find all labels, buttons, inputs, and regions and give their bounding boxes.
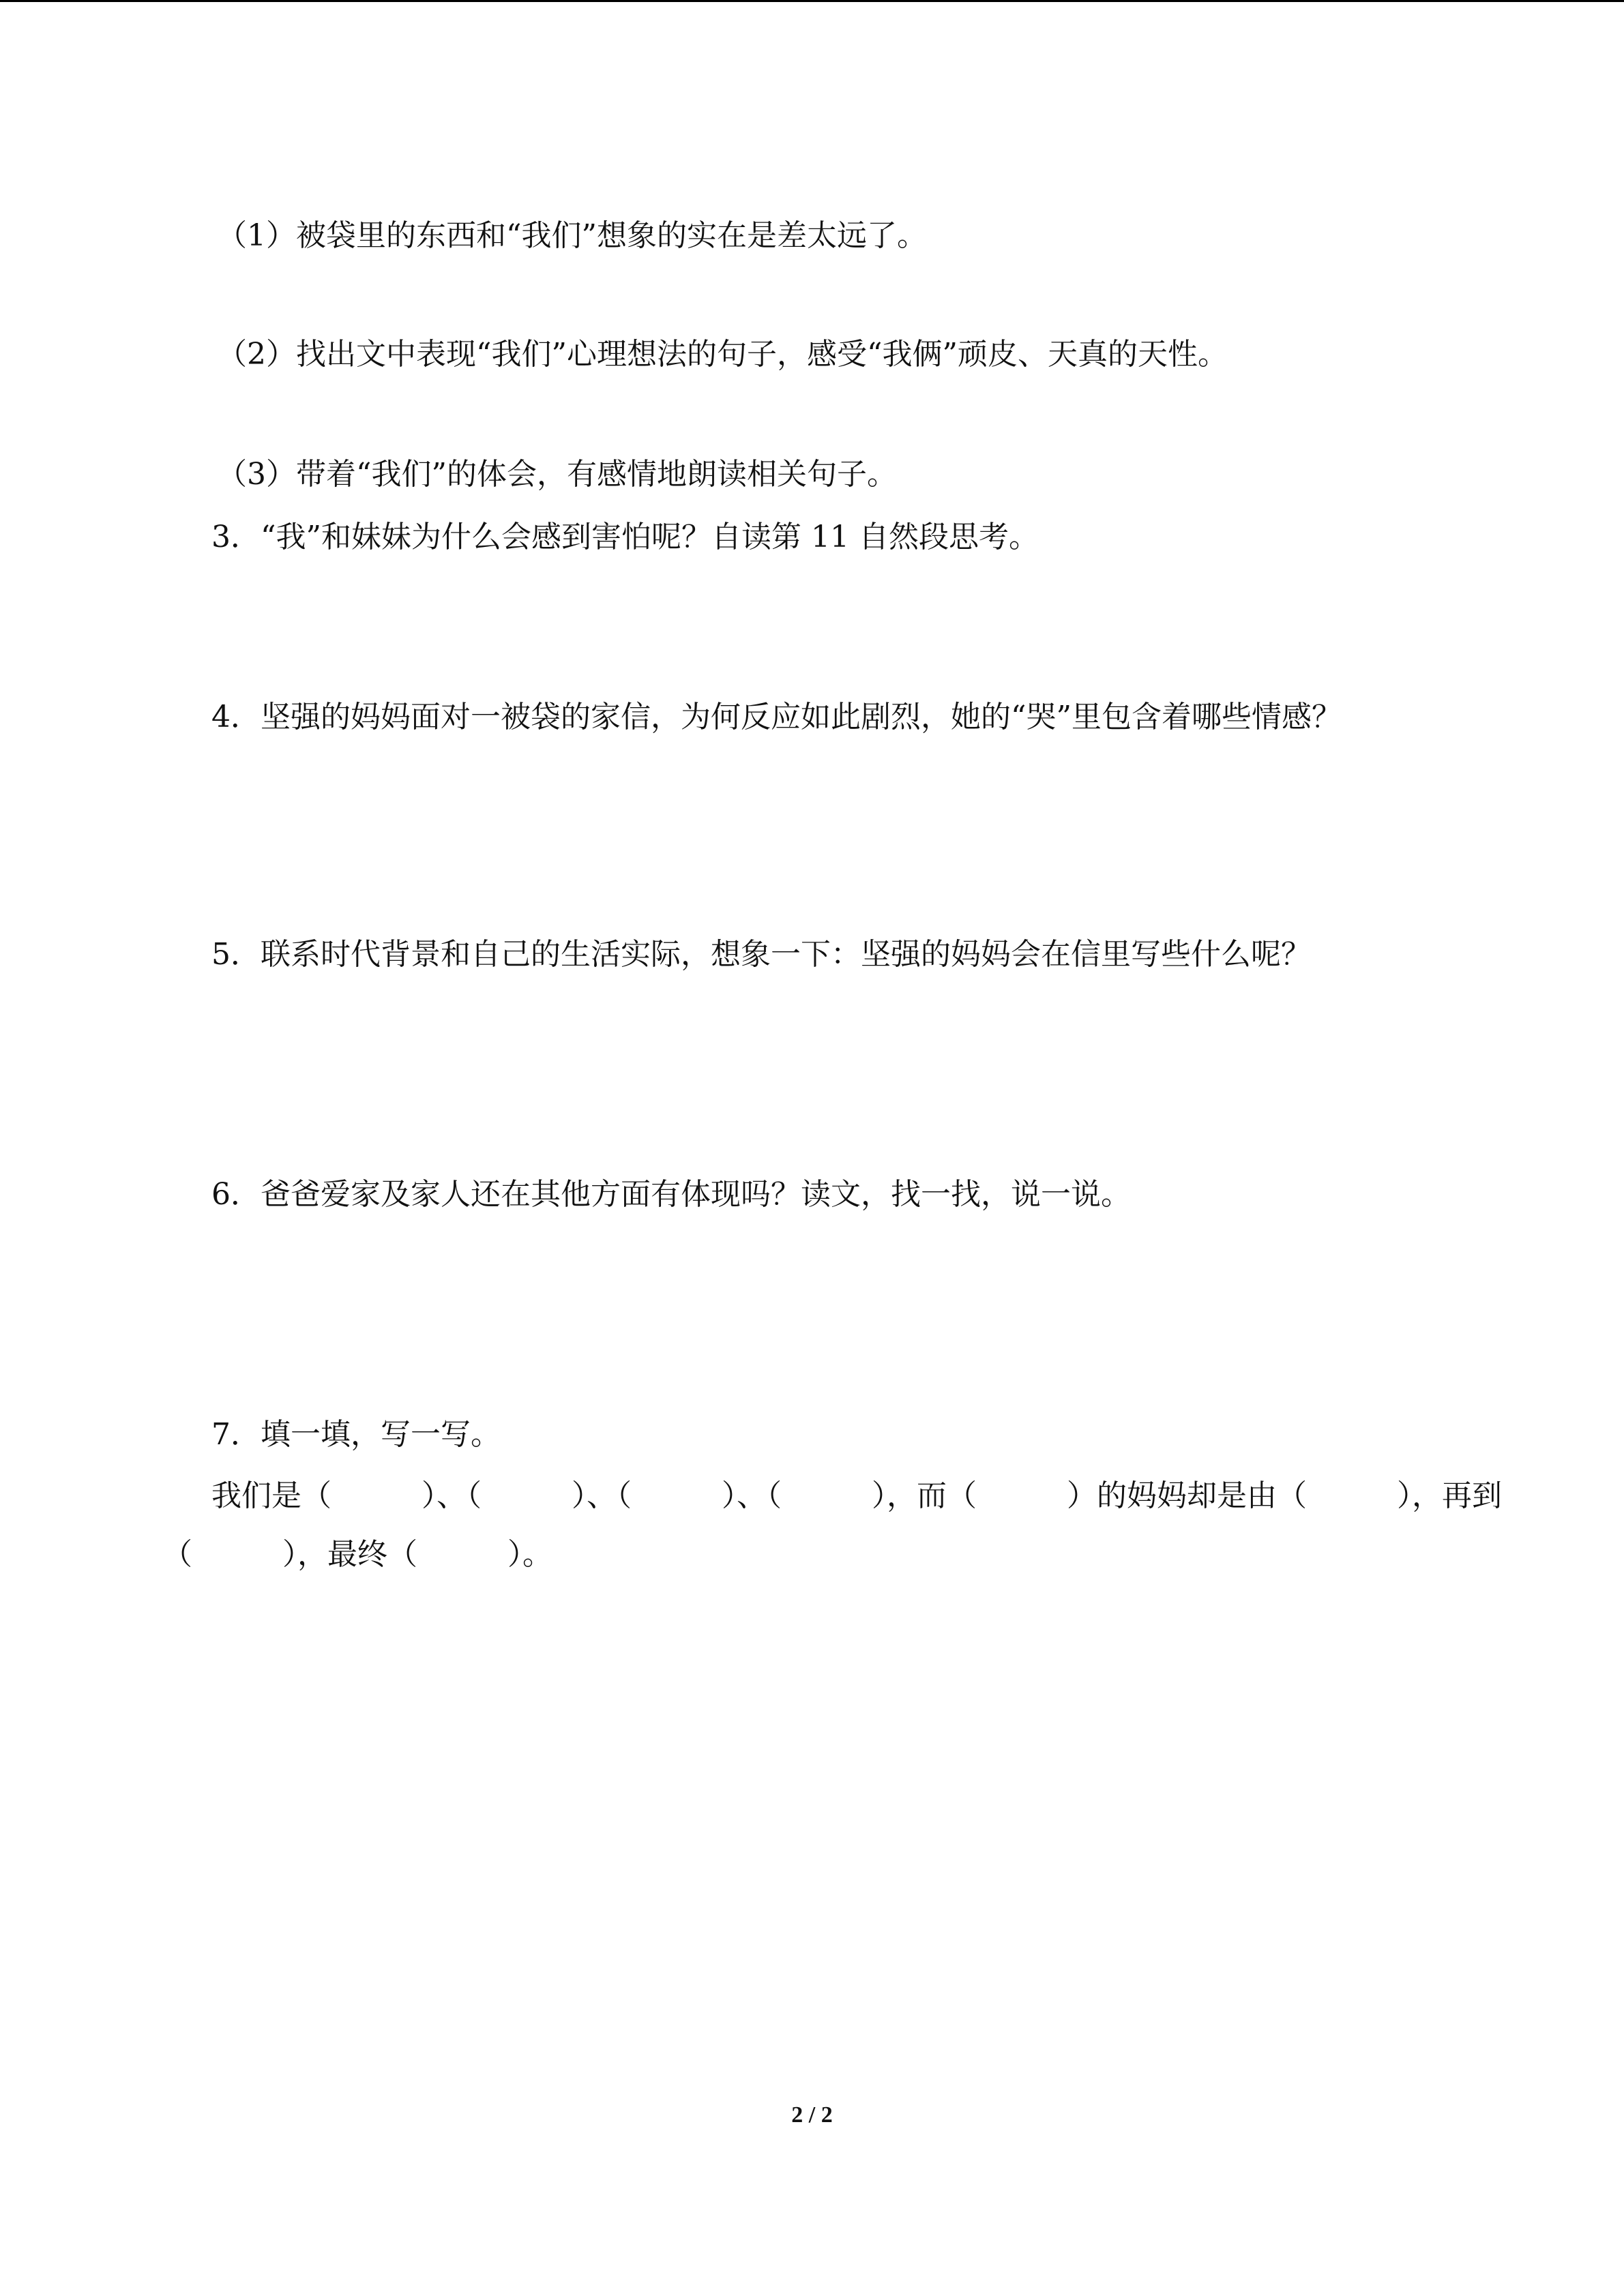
question-2-sub-1: （1）被袋里的东西和“我们”想象的实在是差太远了。 (217, 218, 927, 253)
page-number: 2 / 2 (791, 2102, 833, 2128)
question-2-sub-3: （3）带着“我们”的体会，有感情地朗读相关句子。 (217, 457, 897, 492)
question-6: 6．爸爸爱家及家人还在其他方面有体现吗？读文，找一找，说一说。 (211, 1177, 1131, 1212)
question-5: 5．联系时代背景和自己的生活实际，想象一下：坚强的妈妈会在信里写些什么呢？ (211, 937, 1311, 972)
question-7: 7．填一填，写一写。 (211, 1417, 501, 1452)
question-2-sub-2: （2）找出文中表现“我们”心理想法的句子，感受“我俩”顽皮、天真的天性。 (217, 337, 1228, 372)
top-border-line (0, 0, 1624, 2)
question-7-fill-line-2: （ ），最终（ ）。 (162, 1537, 552, 1572)
question-3: 3．“我”和妹妹为什么会感到害怕呢？自读第 11 自然段思考。 (211, 520, 1039, 554)
question-7-fill-line-1: 我们是（ ）、（ ）、（ ）、（ ），而（ ）的妈妈却是由（ ），再到 (211, 1478, 1502, 1513)
question-4: 4．坚强的妈妈面对一被袋的家信，为何反应如此剧烈，她的“哭”里包含着哪些情感？ (211, 700, 1342, 734)
